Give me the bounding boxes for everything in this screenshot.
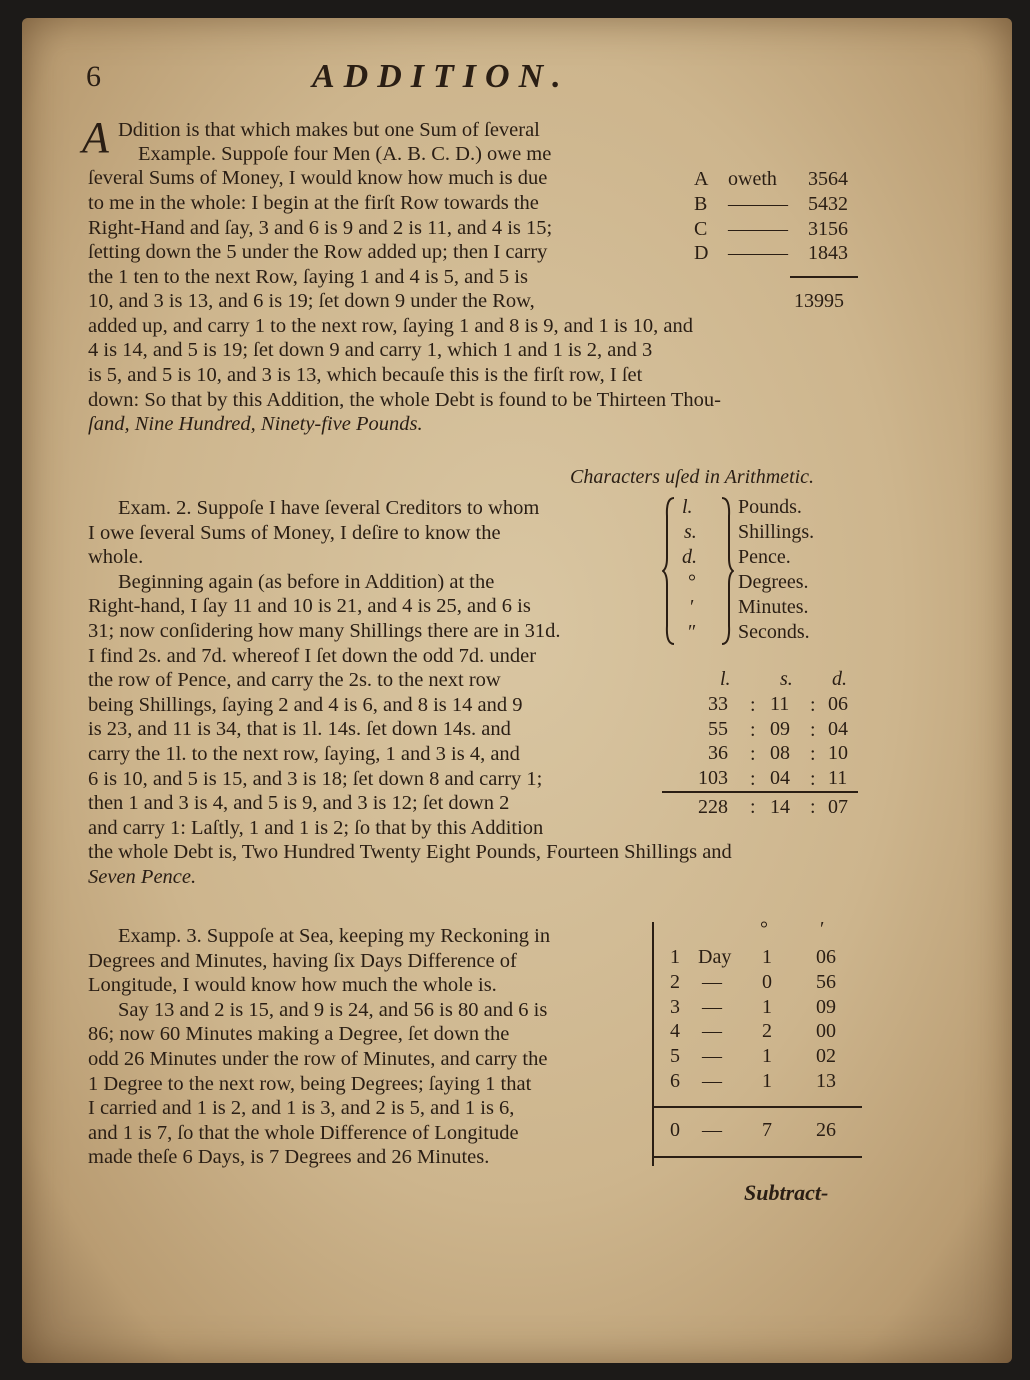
pence-total: 07 xyxy=(828,796,848,818)
colon-column: : : : : xyxy=(810,694,816,790)
s1-line: is 5, and 5 is 10, and 3 is 13, which becauſe this is the firſt row, I ſet xyxy=(88,364,643,386)
day-number: 1 xyxy=(670,946,680,968)
shillings-cell: 04 xyxy=(770,767,790,789)
sum-rule xyxy=(654,1106,862,1108)
s1-line: Ddition is that which makes but one Sum of ſeveral xyxy=(118,119,540,141)
char-symbol: d. xyxy=(682,546,697,568)
s3-line: 86; now 60 Minutes making a Degree, ſet down the xyxy=(88,1023,510,1045)
page-title: ADDITION. xyxy=(312,58,570,95)
debtor-letter: D xyxy=(694,242,709,264)
s3-line: I carried and 1 is 2, and 1 is 3, and 2 is 5, and 1 is 6, xyxy=(88,1097,515,1119)
s2-line: 31; now conſidering how many Shillings there are in 31d. xyxy=(88,620,561,642)
s2-line: I find 2s. and 7d. whereof I ſet down the odd 7d. under xyxy=(88,645,537,667)
s3-line: 1 Degree to the next row, being Degrees; ſaying 1 that xyxy=(88,1073,532,1095)
s3-line: Say 13 and 2 is 15, and 9 is 24, and 56 is 80 and 6 is xyxy=(118,999,548,1021)
degrees-cell: 1 xyxy=(762,1070,772,1092)
table-divider xyxy=(652,922,654,1166)
debt-total: 13995 xyxy=(794,290,844,312)
s1-line: ſand, Nine Hundred, Ninety-five Pounds. xyxy=(88,413,423,435)
s1-line: ſeveral Sums of Money, I would know how much is due xyxy=(88,167,548,189)
char-meaning: Seconds. xyxy=(738,621,810,643)
pounds-cell: 103 xyxy=(698,767,728,789)
char-meaning: Minutes. xyxy=(738,596,809,618)
s2-line: and carry 1: Laſtly, 1 and 1 is 2; ſo that by this Addition xyxy=(88,817,544,839)
s2-line: carry the 1l. to the next row, ſaying, 1 and 3 is 4, and xyxy=(88,743,520,765)
s1-line: ſetting down the 5 under the Row added up; then I carry xyxy=(88,241,548,263)
debt-amount: 1843 xyxy=(808,242,848,264)
minutes-cell: 13 xyxy=(816,1070,836,1092)
char-symbol: ″ xyxy=(688,621,697,643)
day-label: — xyxy=(702,1045,722,1067)
s3-line: odd 26 Minutes under the row of Minutes, and carry the xyxy=(88,1048,548,1070)
debtor-letter: B xyxy=(694,193,708,215)
pounds-cell: 36 xyxy=(708,742,728,764)
minutes-cell: 02 xyxy=(816,1045,836,1067)
colon-column: : : : : xyxy=(750,694,756,790)
s3-line: Longitude, I would know how much the whole is. xyxy=(88,974,497,996)
debtor-label: oweth xyxy=(728,168,777,190)
degrees-cell: 2 xyxy=(762,1020,772,1042)
sum-rule xyxy=(790,276,858,278)
sum-rule xyxy=(654,1156,862,1158)
degrees-cell: 1 xyxy=(762,946,772,968)
day-number: 6 xyxy=(670,1070,680,1092)
char-meaning: Shillings. xyxy=(738,521,815,543)
s2-line: Exam. 2. Suppoſe I have ſeveral Creditors to whom xyxy=(118,497,540,519)
total-dash: — xyxy=(702,1119,722,1141)
total-colon: : xyxy=(750,796,756,818)
characters-title: Characters uſed in Arithmetic. xyxy=(570,466,815,488)
s2-line: then 1 and 3 is 4, and 5 is 9, and 3 is 12; ſet down 2 xyxy=(88,792,510,814)
col-header-minutes: ′ xyxy=(820,918,825,940)
shillings-total: 14 xyxy=(770,796,790,818)
pence-cell: 11 xyxy=(828,767,848,789)
debtor-label: ——— xyxy=(728,218,788,240)
s2-line: Beginning again (as before in Addition) at the xyxy=(118,571,495,593)
day-number: 4 xyxy=(670,1020,680,1042)
col-header-pounds: l. xyxy=(720,668,731,690)
s3-line: Degrees and Minutes, having ſix Days Difference of xyxy=(88,950,517,972)
s2-line: Seven Pence. xyxy=(88,866,197,888)
minutes-cell: 56 xyxy=(816,971,836,993)
minutes-cell: 06 xyxy=(816,946,836,968)
total-minutes: 26 xyxy=(816,1119,836,1141)
col-header-shillings: s. xyxy=(780,668,793,690)
char-meaning: Pounds. xyxy=(738,496,802,518)
char-symbol: ′ xyxy=(690,596,695,618)
s3-line: and 1 is 7, ſo that the whole Difference of Longitude xyxy=(88,1122,519,1144)
pounds-total: 228 xyxy=(698,796,728,818)
debt-amount: 5432 xyxy=(808,193,848,215)
s2-line: the row of Pence, and carry the 2s. to the next row xyxy=(88,669,501,691)
debtor-label: ——— xyxy=(728,193,788,215)
pence-cell: 04 xyxy=(828,718,848,740)
s3-line: Examp. 3. Suppoſe at Sea, keeping my Reckoning in xyxy=(118,925,551,947)
degrees-cell: 1 xyxy=(762,996,772,1018)
day-label: Day xyxy=(698,946,732,968)
s1-line: Right-Hand and ſay, 3 and 6 is 9 and 2 is 11, and 4 is 15; xyxy=(88,217,553,239)
s3-line: made theſe 6 Days, is 7 Degrees and 26 Minutes. xyxy=(88,1146,490,1168)
debt-amount: 3564 xyxy=(808,168,848,190)
char-symbol: l. xyxy=(682,496,693,518)
day-number: 3 xyxy=(670,996,680,1018)
s2-line: I owe ſeveral Sums of Money, I deſire to know the xyxy=(88,522,501,544)
s2-line: whole. xyxy=(88,546,144,568)
minutes-cell: 09 xyxy=(816,996,836,1018)
left-brace-icon xyxy=(662,496,678,646)
s1-line: to me in the whole: I begin at the firſt Row towards the xyxy=(88,192,539,214)
debtor-letter: A xyxy=(694,168,709,190)
col-header-pence: d. xyxy=(832,668,847,690)
pence-cell: 06 xyxy=(828,693,848,715)
shillings-cell: 09 xyxy=(770,718,790,740)
s2-line: the whole Debt is, Two Hundred Twenty Eight Pounds, Fourteen Shillings and xyxy=(88,841,732,863)
s2-line: 6 is 10, and 5 is 15, and 3 is 18; ſet down 8 and carry 1; xyxy=(88,768,543,790)
s2-line: Right-hand, I ſay 11 and 10 is 21, and 4 is 25, and 6 is xyxy=(88,595,531,617)
total-colon: : xyxy=(810,796,816,818)
debt-amount: 3156 xyxy=(808,218,848,240)
char-meaning: Pence. xyxy=(738,546,791,568)
minutes-cell: 00 xyxy=(816,1020,836,1042)
day-number: 2 xyxy=(670,971,680,993)
pounds-cell: 33 xyxy=(708,693,728,715)
s1-line: 10, and 3 is 13, and 6 is 19; ſet down 9 under the Row, xyxy=(88,290,535,312)
s1-line: added up, and carry 1 to the next row, ſaying 1 and 8 is 9, and 1 is 10, and xyxy=(88,315,693,337)
drop-cap: A xyxy=(82,113,109,162)
debtor-label: ——— xyxy=(728,242,788,264)
day-label: — xyxy=(702,971,722,993)
col-header-degrees: ° xyxy=(760,918,768,940)
char-symbol: s. xyxy=(684,521,697,543)
s1-line: Example. Suppoſe four Men (A. B. C. D.) owe me xyxy=(138,143,552,165)
s1-line: 4 is 14, and 5 is 19; ſet down 9 and carry 1, which 1 and 1 is 2, and 3 xyxy=(88,339,653,361)
right-brace-icon xyxy=(718,496,734,646)
debtor-letter: C xyxy=(694,218,708,240)
total-degrees: 7 xyxy=(762,1119,772,1141)
day-label: — xyxy=(702,996,722,1018)
catchword: Subtract- xyxy=(744,1180,829,1205)
day-label: — xyxy=(702,1070,722,1092)
char-symbol: ° xyxy=(688,571,696,593)
shillings-cell: 08 xyxy=(770,742,790,764)
sum-rule xyxy=(662,791,858,793)
page-number: 6 xyxy=(86,60,101,93)
char-meaning: Degrees. xyxy=(738,571,809,593)
s2-line: is 23, and 11 is 34, that is 1l. 14s. ſet down 14s. and xyxy=(88,718,511,740)
pence-cell: 10 xyxy=(828,742,848,764)
s2-line: being Shillings, ſaying 2 and 4 is 6, and 8 is 14 and 9 xyxy=(88,694,523,716)
degrees-cell: 0 xyxy=(762,971,772,993)
day-label: — xyxy=(702,1020,722,1042)
book-page xyxy=(22,18,1012,1363)
s1-line: the 1 ten to the next Row, ſaying 1 and 4 is 5, and 5 is xyxy=(88,266,528,288)
degrees-cell: 1 xyxy=(762,1045,772,1067)
s1-line: down: So that by this Addition, the whole Debt is found to be Thirteen Thou- xyxy=(88,389,721,411)
shillings-cell: 11 xyxy=(770,693,790,715)
total-day: 0 xyxy=(670,1119,680,1141)
day-number: 5 xyxy=(670,1045,680,1067)
pounds-cell: 55 xyxy=(708,718,728,740)
